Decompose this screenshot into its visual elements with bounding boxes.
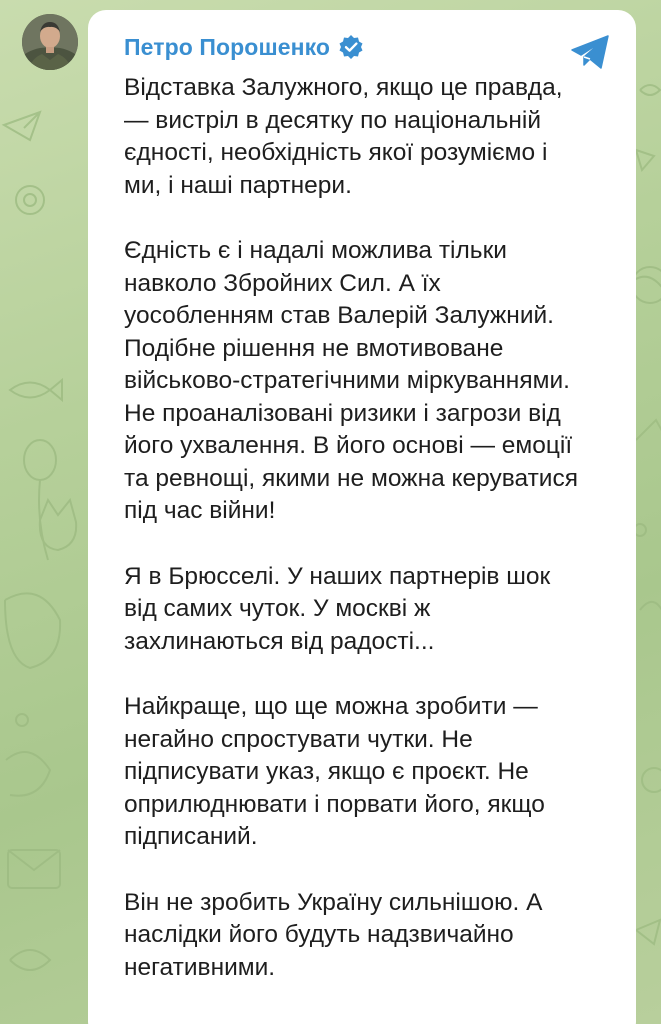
message-paragraph-4: Найкраще, що ще можна зробити — негайно спростувати чутки. Не підписувати указ, якщо є проєкт. Не оприлюднювати і порвати його, якщо підписаний.	[124, 693, 545, 850]
message-paragraph-2: Єдність є і надалі можлива тільки навколо Збройних Сил. А їх уособленням став Валерій Залужний. Подібне рішення не вмотивоване військово-стратегічними міркуваннями. Не проаналізовані ризики і загрози від його ухвалення. В його основі — емоції та ревнощі, якими не можна керуватися під час війни!	[124, 237, 579, 524]
telegram-share-icon[interactable]	[570, 34, 610, 70]
message-bubble	[88, 10, 636, 1024]
message-paragraph-3: Я в Брюсселі. У наших партнерів шок від самих чуток. У москві ж захлинаються від радості...	[124, 562, 551, 655]
message-paragraph-5: Він не зробить Україну сильнішою. А наслідки його будуть надзвичайно негативними.	[124, 888, 543, 981]
channel-avatar[interactable]	[22, 14, 78, 70]
channel-name[interactable]: Петро Порошенко	[124, 33, 331, 60]
avatar-portrait-icon	[22, 14, 78, 70]
message-paragraph-1: Відставка Залужного, якщо це правда, — вистріл в десятку по національній єдності, необхідність якої розуміємо і ми, і наші партнери.	[124, 74, 563, 199]
message-header	[124, 32, 616, 62]
message-text	[124, 72, 616, 984]
verified-badge-icon	[338, 34, 364, 60]
